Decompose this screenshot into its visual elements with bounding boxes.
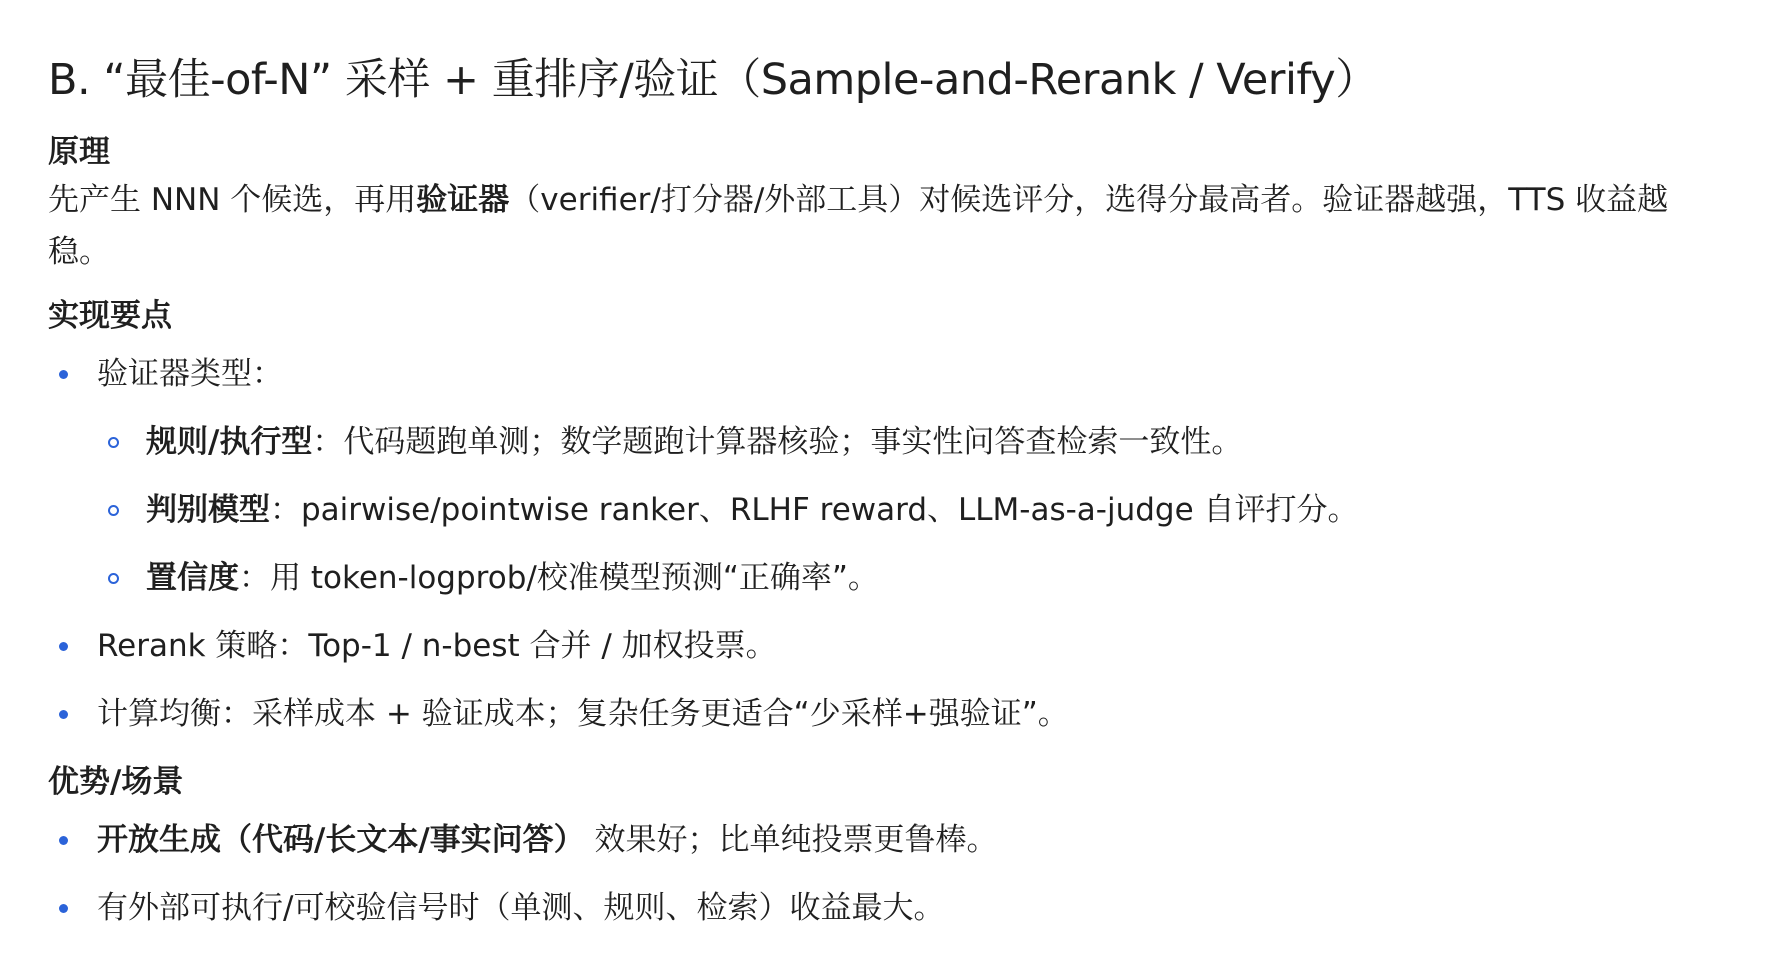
list-item-open-generation [48,818,1784,862]
advantage-item-bold: 开放生成（代码/长文本/事实问答） [97,822,585,858]
list-item-external-signal [48,886,1784,930]
sublist-item-discriminative-model [97,488,1784,532]
advantages-list [48,818,1784,930]
principle-text-after: （verifier/打分器/外部工具）对候选评分，选得分最高者。验证器越强，TTS 收益越稳。 [48,182,1669,270]
bullet-dot-icon [59,642,68,651]
sublist-item-text: ：用 token-logprob/校准模型预测“正确率”。 [239,560,879,596]
sublist-item-rule-execution [97,420,1784,464]
bullet-dot-icon [59,836,68,845]
list-item-rerank [48,624,1784,668]
list-item-balance [48,692,1784,736]
advantage-item-2-text: 有外部可执行/可校验信号时（单测、规则、检索）收益最大。 [97,890,945,926]
implementation-heading: 实现要点 [48,298,172,334]
principle-text-bold: 验证器 [416,182,510,218]
principle-text-before: 先产生 NNN 个候选，再用 [48,182,417,218]
bullet-dot-icon [59,370,68,379]
verifier-types-sublist [97,420,1784,600]
sublist-item-bold: 判别模型 [146,492,270,528]
bullet-circle-icon [108,437,119,448]
principle-paragraph [48,174,1708,278]
verifier-types-label: 验证器类型： [97,356,283,392]
bullet-dot-icon [59,710,68,719]
principle-heading: 原理 [48,134,110,170]
sublist-item-bold: 置信度 [146,560,239,596]
sublist-item-bold: 规则/执行型 [146,424,313,460]
bullet-circle-icon [108,505,119,516]
list-item-verifier-types [48,352,1784,600]
sublist-item-confidence [97,556,1784,600]
bullet-dot-icon [59,904,68,913]
rerank-text: Rerank 策略：Top-1 / n-best 合并 / 加权投票。 [97,628,777,664]
balance-text: 计算均衡：采样成本 + 验证成本；复杂任务更适合“少采样+强验证”。 [97,696,1069,732]
sublist-item-text: ：代码题跑单测；数学题跑计算器核验；事实性问答查检索一致性。 [312,424,1243,460]
advantage-item-text: 效果好；比单纯投票更鲁棒。 [584,822,998,858]
implementation-list [48,352,1784,736]
advantages-heading: 优势/场景 [48,764,184,800]
bullet-circle-icon [108,573,119,584]
sublist-item-text: ：pairwise/pointwise ranker、RLHF reward、LLM-as-a-judge 自评打分。 [270,492,1359,528]
page-title: B. “最佳-of-N” 采样 + 重排序/验证（Sample-and-Rerank / Verify） [48,55,1378,105]
